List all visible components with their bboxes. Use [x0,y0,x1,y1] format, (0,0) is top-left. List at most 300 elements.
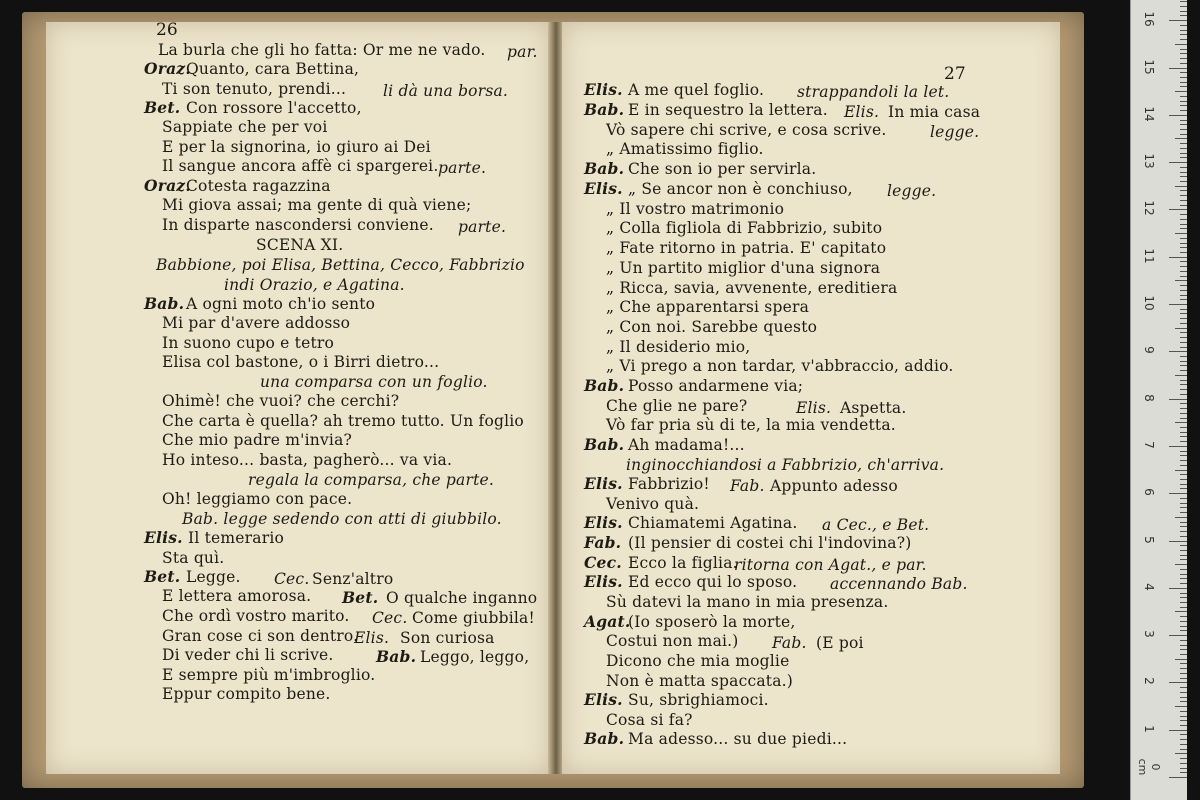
ruler-tick [1180,53,1187,54]
text-line: Sù datevi la mano in mia presenza. [606,593,889,611]
text-line: Chiamatemi Agatina. [628,514,798,532]
ruler-tick [1180,11,1187,12]
text-line: Senz'altro [312,570,394,588]
ruler-tick [1180,299,1187,300]
ruler-tick [1180,668,1187,669]
text-line: E per la signorina, io giuro ai Dei [162,138,431,156]
ruler-tick [1169,730,1187,731]
ruler-number: 4 [1142,582,1156,591]
text-line: In mia casa [888,103,981,121]
ruler-tick [1180,418,1187,419]
speaker-label: Bet. [144,567,181,586]
ruler-tick [1180,649,1187,650]
ruler-tick [1180,498,1187,499]
ruler-tick [1180,370,1187,371]
ruler-tick [1180,332,1187,333]
ruler-tick [1180,361,1187,362]
text-line: Aspetta. [840,399,907,417]
ruler-tick [1180,252,1187,253]
speaker-label: Bab. [584,100,625,119]
text-line: Ti son tenuto, prendi... [162,80,347,98]
ruler-number: 15 [1142,58,1156,75]
ruler-tick [1180,451,1187,452]
text-line: Vò far pria sù di te, la mia vendetta. [606,416,896,434]
text-line: Leggo, leggo, [420,648,530,666]
ruler-tick [1180,176,1187,177]
ruler-tick [1175,470,1187,471]
text-line: Sappiate che per voi [162,118,328,136]
ruler-tick [1180,559,1187,560]
text-line: Vò sapere chi scrive, e cosa scrive. [606,121,887,139]
ruler-tick [1180,512,1187,513]
ruler-tick [1180,105,1187,106]
stage-direction: par. [507,43,538,61]
ruler-tick [1180,313,1187,314]
text-line: „ Che apparentarsi spera [606,298,810,316]
speaker-label: Bet. [144,98,181,117]
ruler-tick [1180,247,1187,248]
ruler-tick [1180,266,1187,267]
ruler-unit-label: 0 cm [1136,758,1162,776]
text-line: Costui non mai.) [606,632,739,650]
stage-direction: parte. [438,159,487,177]
speaker-label: Bab. [584,376,625,395]
text-line: Cosa si fa? [606,711,693,729]
ruler-tick [1180,602,1187,603]
ruler-tick [1180,380,1187,381]
ruler-tick [1180,96,1187,97]
ruler-tick [1175,564,1187,565]
ruler-tick [1180,181,1187,182]
ruler-tick [1180,30,1187,31]
ruler-tick [1180,678,1187,679]
ruler-tick [1180,219,1187,220]
ruler-tick [1180,342,1187,343]
text-line: A me quel foglio. [628,81,765,99]
ruler-tick [1169,20,1187,21]
ruler-tick [1180,110,1187,111]
ruler-tick [1180,309,1187,310]
ruler-tick [1180,271,1187,272]
ruler-tick [1180,436,1187,437]
ruler-tick [1180,129,1187,130]
ruler-tick [1180,569,1187,570]
ruler-tick [1180,238,1187,239]
text-line: Ecco la figlia. [628,554,738,572]
ruler-tick [1180,224,1187,225]
ruler-tick [1180,72,1187,73]
ruler-tick [1180,6,1187,7]
text-line: Fabbrizio! [628,475,710,493]
ruler-number: 10 [1142,295,1156,311]
ruler-number: 11 [1142,248,1156,264]
stage-direction: indi Orazio, e Agatina. [224,276,405,294]
ruler-tick [1180,323,1187,324]
ruler-tick [1180,441,1187,442]
page-number: 26 [156,20,178,40]
ruler-number: 3 [1142,630,1156,638]
ruler-tick [1180,295,1187,296]
text-line: Quanto, cara Bettina, [186,60,360,78]
ruler-tick [1175,706,1187,707]
measuring-ruler [1130,0,1187,800]
ruler-tick [1180,432,1187,433]
text-line: In suono cupo e tetro [162,334,335,352]
speaker-label: Bab. [376,647,417,666]
ruler-tick [1180,157,1187,158]
ruler-tick [1169,304,1187,305]
text-line: Che son io per servirla. [628,160,817,178]
ruler-number: 5 [1142,535,1156,544]
text-line: Cotesta ragazzina [186,177,331,195]
ruler-tick [1180,739,1187,740]
ruler-tick [1180,526,1187,527]
ruler-tick [1180,195,1187,196]
text-line: Dicono che mia moglie [606,652,790,670]
text-line: „ Colla figliola di Fabbrizio, subito [606,219,883,237]
stage-direction: Cec. [372,609,408,627]
text-line: „ Con noi. Sarebbe questo [606,318,818,336]
text-line: O qualche inganno [386,589,538,607]
text-line: Che ordì vostro marito. [162,607,350,625]
ruler-tick [1180,148,1187,149]
text-line: Di veder chi li scrive. [162,646,334,664]
ruler-tick [1180,347,1187,348]
speaker-label: Bab. [584,435,625,454]
ruler-tick [1180,654,1187,655]
text-line: „ Il desiderio mio, [606,338,751,356]
speaker-label: Bet. [342,588,379,607]
ruler-tick [1180,427,1187,428]
ruler-tick [1169,777,1187,778]
ruler-tick [1180,593,1187,594]
ruler-number: 1 [1142,724,1156,733]
stage-direction: Babbione, poi Elisa, Bettina, Cecco, Fabbrizio [156,256,525,274]
speaker-label: Cec. [584,553,622,572]
ruler-tick [1175,233,1187,234]
text-line: Mi par d'avere addosso [162,314,351,332]
text-line: „ Amatissimo figlio. [606,140,764,158]
stage-direction: parte. [458,218,507,236]
speaker-label: Bab. [584,729,625,748]
ruler-tick [1175,44,1187,45]
ruler-tick [1175,422,1187,423]
ruler-tick [1175,328,1187,329]
speaker-label: Elis. [584,572,623,591]
ruler-tick [1169,446,1187,447]
ruler-tick [1180,583,1187,584]
ruler-tick [1180,77,1187,78]
ruler-tick [1180,720,1187,721]
ruler-tick [1175,517,1187,518]
ruler-tick [1180,763,1187,764]
ruler-tick [1180,318,1187,319]
ruler-tick [1180,621,1187,622]
ruler-tick [1180,34,1187,35]
ruler-tick [1180,58,1187,59]
ruler-tick [1180,597,1187,598]
ruler-tick [1180,290,1187,291]
ruler-tick [1180,640,1187,641]
ruler-tick [1180,25,1187,26]
ruler-tick [1180,545,1187,546]
ruler-tick [1169,209,1187,210]
ruler-tick [1180,49,1187,50]
ruler-tick [1180,522,1187,523]
ruler-tick [1180,205,1187,206]
ruler-tick [1180,744,1187,745]
ruler-number: 8 [1142,393,1156,402]
ruler-tick [1169,588,1187,589]
ruler-tick [1180,172,1187,173]
stage-direction: Fab. [772,634,807,652]
ruler-tick [1169,635,1187,636]
ruler-tick [1180,465,1187,466]
ruler-number: 12 [1142,200,1156,217]
text-line: In disparte nascondersi conviene. [162,216,434,234]
text-line: „ Un partito miglior d'una signora [606,259,881,277]
ruler-tick [1180,645,1187,646]
ruler-tick [1180,555,1187,556]
text-line: Gran cose ci son dentro. [162,627,359,645]
ruler-tick [1180,124,1187,125]
speaker-label: Elis. [144,528,183,547]
ruler-tick [1180,663,1187,664]
ruler-tick [1169,162,1187,163]
ruler-tick [1180,725,1187,726]
ruler-tick [1180,389,1187,390]
ruler-tick [1169,682,1187,683]
ruler-tick [1180,39,1187,40]
ruler-tick [1180,626,1187,627]
text-line: „ Il vostro matrimonio [606,200,785,218]
ruler-tick [1180,337,1187,338]
ruler-tick [1180,143,1187,144]
ruler-tick [1180,153,1187,154]
text-line: Ma adesso... su due piedi... [628,730,848,748]
ruler-tick [1169,257,1187,258]
ruler-tick [1180,716,1187,717]
stage-direction: Elis. [796,399,832,417]
ruler-tick [1180,394,1187,395]
speaker-label: Elis. [584,179,623,198]
ruler-tick [1169,115,1187,116]
ruler-tick [1180,507,1187,508]
ruler-tick [1180,134,1187,135]
ruler-tick [1180,474,1187,475]
ruler-tick [1169,493,1187,494]
stage-direction: strappandoli la let. [797,83,950,101]
text-line: Che glie ne pare? [606,397,748,415]
ruler-tick [1175,280,1187,281]
ruler-tick [1180,455,1187,456]
ruler-tick [1180,120,1187,121]
ruler-tick [1180,200,1187,201]
stage-direction: Elis. [354,629,390,647]
ruler-tick [1180,228,1187,229]
text-line: Che mio padre m'invia? [162,431,353,449]
ruler-tick [1175,753,1187,754]
ruler-tick [1175,659,1187,660]
ruler-tick [1169,351,1187,352]
ruler-tick [1169,541,1187,542]
text-line: Appunto adesso [770,477,898,495]
ruler-tick [1180,692,1187,693]
ruler-tick [1180,285,1187,286]
ruler-tick [1175,611,1187,612]
text-line: (E poi [816,634,864,652]
text-line: Come giubbila! [412,609,535,627]
ruler-tick [1180,214,1187,215]
ruler-tick [1180,86,1187,87]
text-line: Ed ecco qui lo sposo. [628,573,798,591]
ruler-tick [1180,616,1187,617]
text-line: E in sequestro la lettera. [628,101,828,119]
ruler-tick [1180,365,1187,366]
ruler-number: 6 [1142,488,1156,496]
ruler-number: 9 [1142,346,1156,355]
speaker-label: Elis. [584,513,623,532]
scene-heading: SCENA XI. [256,236,344,254]
ruler-number: 2 [1142,677,1156,686]
ruler-tick [1180,550,1187,551]
ruler-number: 16 [1142,11,1156,27]
text-line: Legge. [186,568,241,586]
ruler-tick [1180,167,1187,168]
ruler-tick [1180,384,1187,385]
left-page [46,22,550,774]
ruler-tick [1180,403,1187,404]
text-line: „ Se ancor non è conchiuso, [628,180,853,198]
ruler-tick [1169,68,1187,69]
ruler-tick [1180,687,1187,688]
text-line: Non è matta spaccata.) [606,672,794,690]
ruler-tick [1180,772,1187,773]
right-page [562,22,1060,774]
text-line: (Io sposerò la morte, [628,613,796,631]
text-line: Che carta è quella? ah tremo tutto. Un foglio [162,412,524,430]
ruler-tick [1180,63,1187,64]
stage-direction: Bab. legge sedendo con atti di giubbilo. [182,510,502,528]
ruler-tick [1180,578,1187,579]
stage-direction: Cec. [274,570,310,588]
stage-direction: ritorna con Agat., e par. [734,556,927,574]
ruler-number: 13 [1142,153,1156,169]
ruler-tick [1180,749,1187,750]
ruler-tick [1180,190,1187,191]
stage-direction: li dà una borsa. [383,82,509,100]
text-line: La burla che gli ho fatta: Or me ne vado. [158,41,486,59]
speaker-label: Oraz. [144,59,191,78]
ruler-tick [1180,758,1187,759]
speaker-label: Elis. [584,80,623,99]
ruler-tick [1180,484,1187,485]
text-line: Il sangue ancora affè ci spargerei. [162,157,439,175]
text-line: Su, sbrighiamoci. [628,691,769,709]
text-line: E lettera amorosa. [162,587,312,605]
stage-direction: legge. [930,123,980,141]
ruler-tick [1180,531,1187,532]
text-line: Oh! leggiamo con pace. [162,490,353,508]
ruler-tick [1180,460,1187,461]
ruler-tick [1180,1,1187,2]
text-line: „ Vi prego a non tardar, v'abbraccio, addio. [606,357,954,375]
ruler-tick [1180,413,1187,414]
ruler-tick [1180,82,1187,83]
ruler-tick [1180,734,1187,735]
ruler-tick [1180,630,1187,631]
text-line: Eppur compito bene. [162,685,331,703]
text-line: Elisa col bastone, o i Birri dietro... [162,353,440,371]
ruler-tick [1180,408,1187,409]
ruler-tick [1180,15,1187,16]
ruler-tick [1175,138,1187,139]
ruler-tick [1180,697,1187,698]
ruler-tick [1180,243,1187,244]
speaker-label: Oraz. [144,176,191,195]
speaker-label: Agat. [584,612,631,631]
ruler-tick [1180,261,1187,262]
stage-direction: regala la comparsa, che parte. [248,471,494,489]
ruler-tick [1180,276,1187,277]
text-line: Mi giova assai; ma gente di quà viene; [162,196,472,214]
ruler-tick [1180,701,1187,702]
stage-direction: accennando Bab. [830,575,968,593]
text-line: Il temerario [188,529,285,547]
ruler-tick [1180,503,1187,504]
stage-direction: legge. [887,182,937,200]
text-line: Venivo quà. [606,495,700,513]
speaker-label: Bab. [584,159,625,178]
speaker-label: Bab. [144,294,185,313]
text-line: Sta quì. [162,549,225,567]
text-line: „ Ricca, savia, avvenente, ereditiera [606,279,898,297]
ruler-tick [1175,91,1187,92]
text-line: Ah madama!... [628,436,745,454]
ruler-number: 14 [1142,106,1156,122]
stage-direction: una comparsa con un foglio. [260,373,488,391]
text-line: Son curiosa [400,629,495,647]
ruler-tick [1180,574,1187,575]
ruler-tick [1180,536,1187,537]
stage-direction: inginocchiandosi a Fabbrizio, ch'arriva. [626,456,945,474]
ruler-tick [1180,356,1187,357]
ruler-tick [1180,768,1187,769]
text-line: Posso andarmene via; [628,377,804,395]
ruler-number: 7 [1142,441,1156,449]
speaker-label: Elis. [584,690,623,709]
stage-direction: Elis. [844,103,880,121]
text-line: E sempre più m'imbroglio. [162,666,376,684]
ruler-tick [1180,488,1187,489]
ruler-tick [1180,479,1187,480]
ruler-tick [1180,607,1187,608]
stage-direction: a Cec., e Bet. [822,516,930,534]
ruler-tick [1175,375,1187,376]
text-line: A ogni moto ch'io sento [186,295,376,313]
ruler-tick [1169,399,1187,400]
ruler-tick [1180,101,1187,102]
text-line: (Il pensier di costei chi l'indovina?) [628,534,912,552]
text-line: Ho inteso... basta, pagherò... va via. [162,451,453,469]
speaker-label: Elis. [584,474,623,493]
stage-direction: Fab. [730,477,765,495]
ruler-tick [1180,673,1187,674]
page-number: 27 [944,64,966,84]
text-line: Con rossore l'accetto, [186,99,362,117]
speaker-label: Fab. [584,533,622,552]
ruler-tick [1175,186,1187,187]
